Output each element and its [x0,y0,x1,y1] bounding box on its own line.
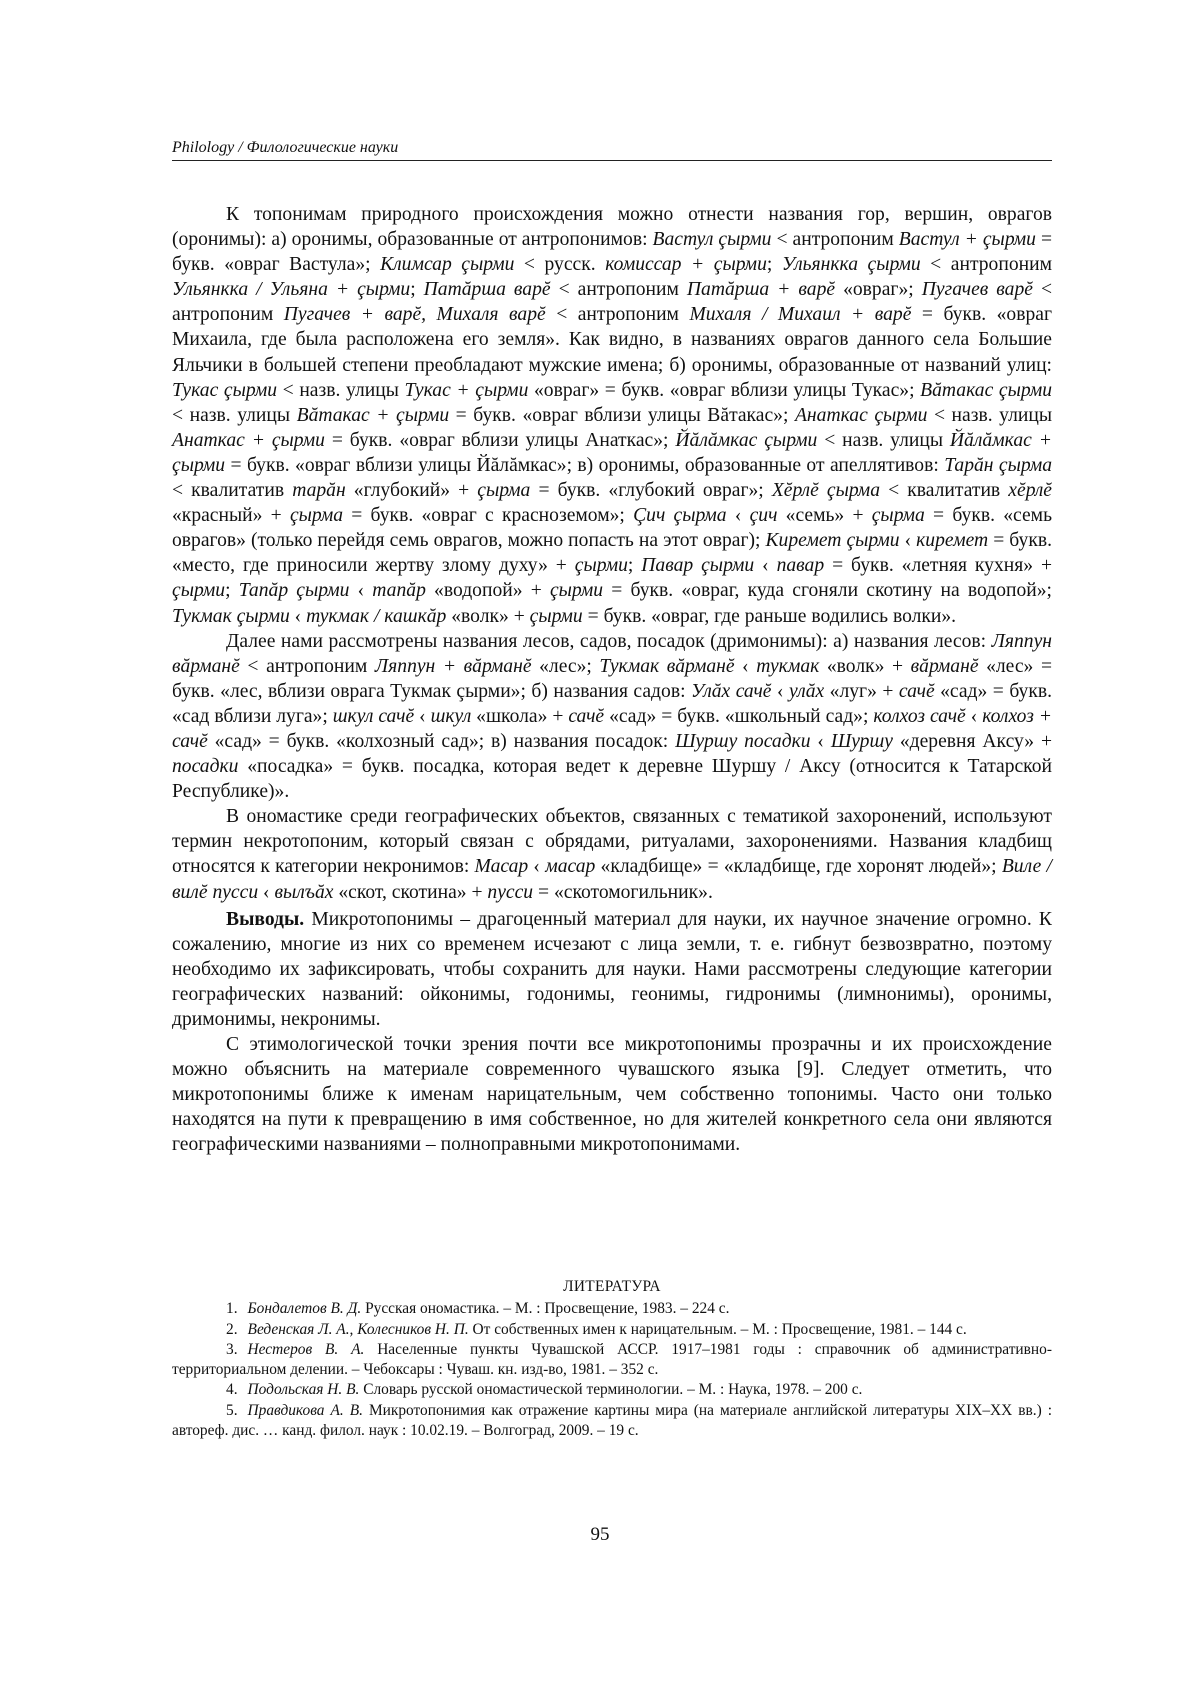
text-run: «посадка» = букв. посадка, которая ведет к деревне Шуршу / Аксу (относится к Татарской Республике)». [172,756,1052,803]
italic-term: çич [749,505,778,527]
reference-author: Бондалетов В. Д. [247,1300,362,1318]
text-run: ‹ [726,505,750,527]
italic-term: Климсар çырми [380,254,515,276]
reference-item [172,1320,1052,1340]
text-run: ‹ [414,705,431,727]
italic-term: колхоз + сачĕ [172,705,1053,752]
italic-term: Ульянкка çырми [781,254,921,276]
reference-number: 5. [226,1401,238,1419]
text-run: «красный» + [172,505,290,527]
italic-term: Шуршу посадки [675,730,811,752]
text-run: «школа» + [471,705,569,727]
text-run: = букв. «овраг вблизи улицы Йăлăмкас»; в) оронимы, образованные от апеллятивов: [225,454,945,476]
text-run: ; [627,555,642,577]
reference-author: Правдикова А. В. [247,1401,363,1419]
text-run: = букв. «овраг, куда сгоняли скотину на водопой»; [603,580,1053,602]
italic-term: Тукмак çырми [172,605,290,627]
italic-term: Павар çырми [641,555,755,577]
italic-term: сачĕ [568,705,605,727]
reference-item [172,1340,1052,1381]
italic-term: Йăлăмкас + çырми [172,429,1052,476]
text-run: ‹ [734,655,757,677]
text-run: = букв. «овраг Вастула»; [172,229,1053,276]
italic-term: Пугачев варĕ [921,279,1033,301]
text-run: «семь» + [777,505,872,527]
italic-term: комиссар + çырми [605,254,767,276]
italic-term: çырми [172,580,226,602]
italic-term: посадки [172,756,239,778]
text-run: ; [410,279,424,301]
text-run: ‹ [899,530,917,552]
reference-text: От собственных имен к нарицательным. – М. : Просвещение, 1981. – 144 с. [468,1320,967,1338]
page-number: 95 [590,1524,610,1545]
italic-term: çырма [871,505,925,527]
italic-term: çырми [574,555,628,577]
italic-term: тапăр [372,580,426,602]
reference-text: Словарь русской ономастической терминологии. – М. : Наука, 1978. – 200 с. [359,1381,863,1399]
italic-term: масар [545,856,596,878]
article-body [172,202,1052,1158]
italic-term: тарăн [292,480,346,502]
text-run: < антропоним [545,304,690,326]
text-run: = букв. «глубокий овраг»; [530,480,772,502]
italic-term: Патăрша + варĕ [686,279,836,301]
text-run: «водопой» + [425,580,550,602]
italic-term: Киремет çырми [765,530,900,552]
italic-term: Михаля / Михаил + варĕ [689,304,912,326]
text-run: «деревня Аксу» + [892,730,1052,752]
italic-term: Вастул + çырми [898,229,1036,251]
references-section [172,1277,1052,1441]
italic-term: çырми [549,580,604,602]
text-run: ‹ [289,605,307,627]
text-run: < назв. улицы [817,429,950,451]
text-run: < квалитатив [172,480,293,502]
text-run: = букв. «место, где приносили жертву злому духу» + [172,530,1052,577]
text-run: «овраг» = букв. «овраг вблизи улицы Тукас»; [528,379,921,401]
italic-term: Хĕрлĕ çырма [771,480,880,502]
italic-term: Улăх сачĕ [691,680,772,702]
reference-item [172,1380,1052,1400]
text-run: < антропоним [920,254,1052,276]
running-header: Philology / Филологические науки [172,139,399,156]
reference-number: 4. [226,1381,238,1399]
italic-term: Тукас + çырми [404,379,529,401]
italic-term: çырма [289,505,344,527]
reference-author: Подольская Н. В. [247,1381,360,1399]
italic-term: Вастул çырми [652,229,772,251]
text-run: ; [766,254,782,276]
bold-heading-run: Выводы. [226,908,305,930]
text-run: В ономастике среди географических объектов, связанных с тематикой захоронений, используют термин некротопоним, который связан с обрядами, ритуалами, захоронениями. Названия кладбищ относятся к категории некронимов: [172,806,1052,878]
italic-term: Пугачев + варĕ, Михаля варĕ [283,304,546,326]
text-run: ‹ [528,856,546,878]
italic-term: улăх [788,680,825,702]
text-run: = букв. «овраг вблизи улицы Анаткас»; [324,429,676,451]
paragraph-drymonyms [172,629,1052,805]
text-run: «сад» = букв. «сад вблизи луга»; [172,680,1053,727]
text-run: = букв. «семь оврагов» (только перейдя семь оврагов, можно попасть на этот овраг); [172,505,1053,552]
italic-term: тукмак / кашкăр [306,605,447,627]
text-run: < антропоним [239,655,375,677]
paragraph-necronyms [172,804,1052,904]
text-run: = букв. «овраг с красноземом»; [343,505,634,527]
header-rule [172,160,1052,161]
text-run: К топонимам природного происхождения можно отнести названия гор, вершин, оврагов (оронимы): а) оронимы, образованные от антропонимов: [172,204,1052,251]
reference-item [172,1401,1052,1442]
text-run: < русск. [514,254,606,276]
italic-term: çырма [477,480,531,502]
italic-term: киремет [916,530,989,552]
italic-term: Анаткас çырми [794,404,928,426]
paragraph-etymology [172,1032,1052,1157]
text-run: = букв. «овраг Михаила, где была расположена его земля». Как видно, в названиях оврагов данного села Большие Яльчики в большей степени преобладают мужские имена; б) оронимы, образованные от названий улиц: [172,304,1053,376]
text-run: «овраг»; [835,279,922,301]
italic-term: вăрманĕ [910,655,979,677]
italic-term: Ляппун вăрманĕ [172,630,1052,677]
italic-term: Вăтакас çырми [920,379,1052,401]
italic-term: пусси [487,881,534,903]
italic-term: Патăрша варĕ [423,279,551,301]
italic-term: шкул [430,705,472,727]
text-run: «волк» + [446,605,530,627]
text-run: = букв. «летняя кухня» + [824,555,1053,577]
text-run: «сад» = букв. «колхозный сад»; в) названия посадок: [207,730,676,752]
text-run: < назв. улицы [277,379,405,401]
text-run: «луг» + [824,680,899,702]
reference-text: Русская ономастика. – М. : Просвещение, 1983. – 224 с. [361,1300,730,1318]
italic-term: Йăлăмкас çырми [675,429,818,451]
reference-number: 3. [226,1340,238,1358]
text-run: < назв. улицы [172,404,297,426]
text-run: Микротопонимы – драгоценный материал для науки, их научное значение огромно. К сожалению, многие из них со временем исчезают с лица земли, т. е. гибнут безвозвратно, поэтому необходимо их зафиксировать, чтобы сохранить для науки. Нами рассмотрены следующие категории географических названий: ойконимы, годонимы, геонимы, гидронимы (лимнонимы), оронимы, дримонимы, некронимы. [172,908,1052,1030]
reference-text: Микротопонимия как отражение картины мира (на материале английской литературы XIX–XX вв.) : автореф. дис. … канд. филол. наук : 10.02.19. – Волгоград, 2009. – 19 с. [172,1401,1052,1440]
text-run: «кладбище» = «кладбище, где хоронят людей»; [595,856,1002,878]
text-run: < антропоним [550,279,687,301]
text-run: ‹ [965,705,983,727]
italic-term: Анаткас + çырми [172,429,325,451]
italic-term: Тукмак вăрманĕ [599,655,735,677]
text-run: «волк» + [819,655,911,677]
text-run: ‹ [258,881,275,903]
reference-number: 2. [226,1320,238,1338]
reference-number: 1. [226,1300,238,1318]
text-run: С этимологической точки зрения почти все микротопонимы прозрачны и их происхождение можно объяснить на материале современного чувашского языка [9]. Следует отметить, что микротопонимы ближе к именам нарицательным, чем собственно топонимы. Часто они только находятся на пути к превращению в имя собственное, но для жителей конкретного села они являются географическими названиями – полноправными микротопонимами. [172,1034,1052,1156]
italic-term: Ульянкка / Ульяна + çырми [172,279,411,301]
reference-author: Нестеров В. А. [247,1340,365,1358]
italic-term: Масар [474,856,529,878]
paragraph-conclusions [172,907,1052,1032]
italic-term: тукмак [756,655,820,677]
italic-term: Тарăн çырма [944,454,1052,476]
reference-author: Веденская Л. А., Колесников Н. П. [247,1320,469,1338]
text-run: «глубокий» + [345,480,478,502]
italic-term: хĕрлĕ [1008,480,1052,502]
italic-term: павар [776,555,825,577]
text-run: «лес» = букв. «лес, вблизи оврага Тукмак çырми»; б) названия садов: [172,655,1052,702]
text-run: = «скотомогильник». [533,881,713,903]
text-run: «лес»; [531,655,600,677]
text-run: < антропоним [771,229,899,251]
reference-text: Населенные пункты Чувашской АССР. 1917–1981 годы : справочник об административно-территориальном делении. – Чебоксары : Чуваш. кн. изд-во, 1981. – 352 с. [172,1340,1052,1379]
text-run: = букв. «овраг, где раньше водились волки». [582,605,957,627]
text-run: < антропоним [172,279,1053,326]
italic-term: Ляппун + вăрманĕ [374,655,532,677]
text-run: ‹ [771,680,789,702]
italic-term: Çич çырма [633,505,727,527]
text-run: ‹ [349,580,373,602]
text-run: < квалитатив [880,480,1009,502]
references-title: ЛИТЕРАТУРА [563,1278,661,1295]
text-run: ‹ [754,555,777,577]
italic-term: Тапăр çырми [238,580,350,602]
text-run: Далее нами рассмотрены названия лесов, садов, посадок (дримонимы): а) названия лесов: [226,630,992,652]
text-run: ‹ [810,730,831,752]
text-run: ; [225,580,239,602]
italic-term: Шуршу [830,730,893,752]
paragraph-oronyms [172,202,1052,629]
italic-term: шкул сачĕ [332,705,415,727]
italic-term: Тукас çырми [172,379,278,401]
italic-term: çырми [529,605,583,627]
italic-term: сачĕ [898,680,935,702]
italic-term: вылъăх [274,881,334,903]
text-run: = букв. «овраг вблизи улицы Вăтакас»; [449,404,795,426]
italic-term: Виле / вилĕ пусси [172,856,1052,903]
italic-term: Вăтакас + çырми [296,404,450,426]
italic-term: колхоз сачĕ [873,705,966,727]
reference-item [172,1299,1052,1319]
text-run: «сад» = букв. «школьный сад»; [604,705,874,727]
text-run: «скот, скотина» + [333,881,488,903]
text-run: < назв. улицы [927,404,1053,426]
